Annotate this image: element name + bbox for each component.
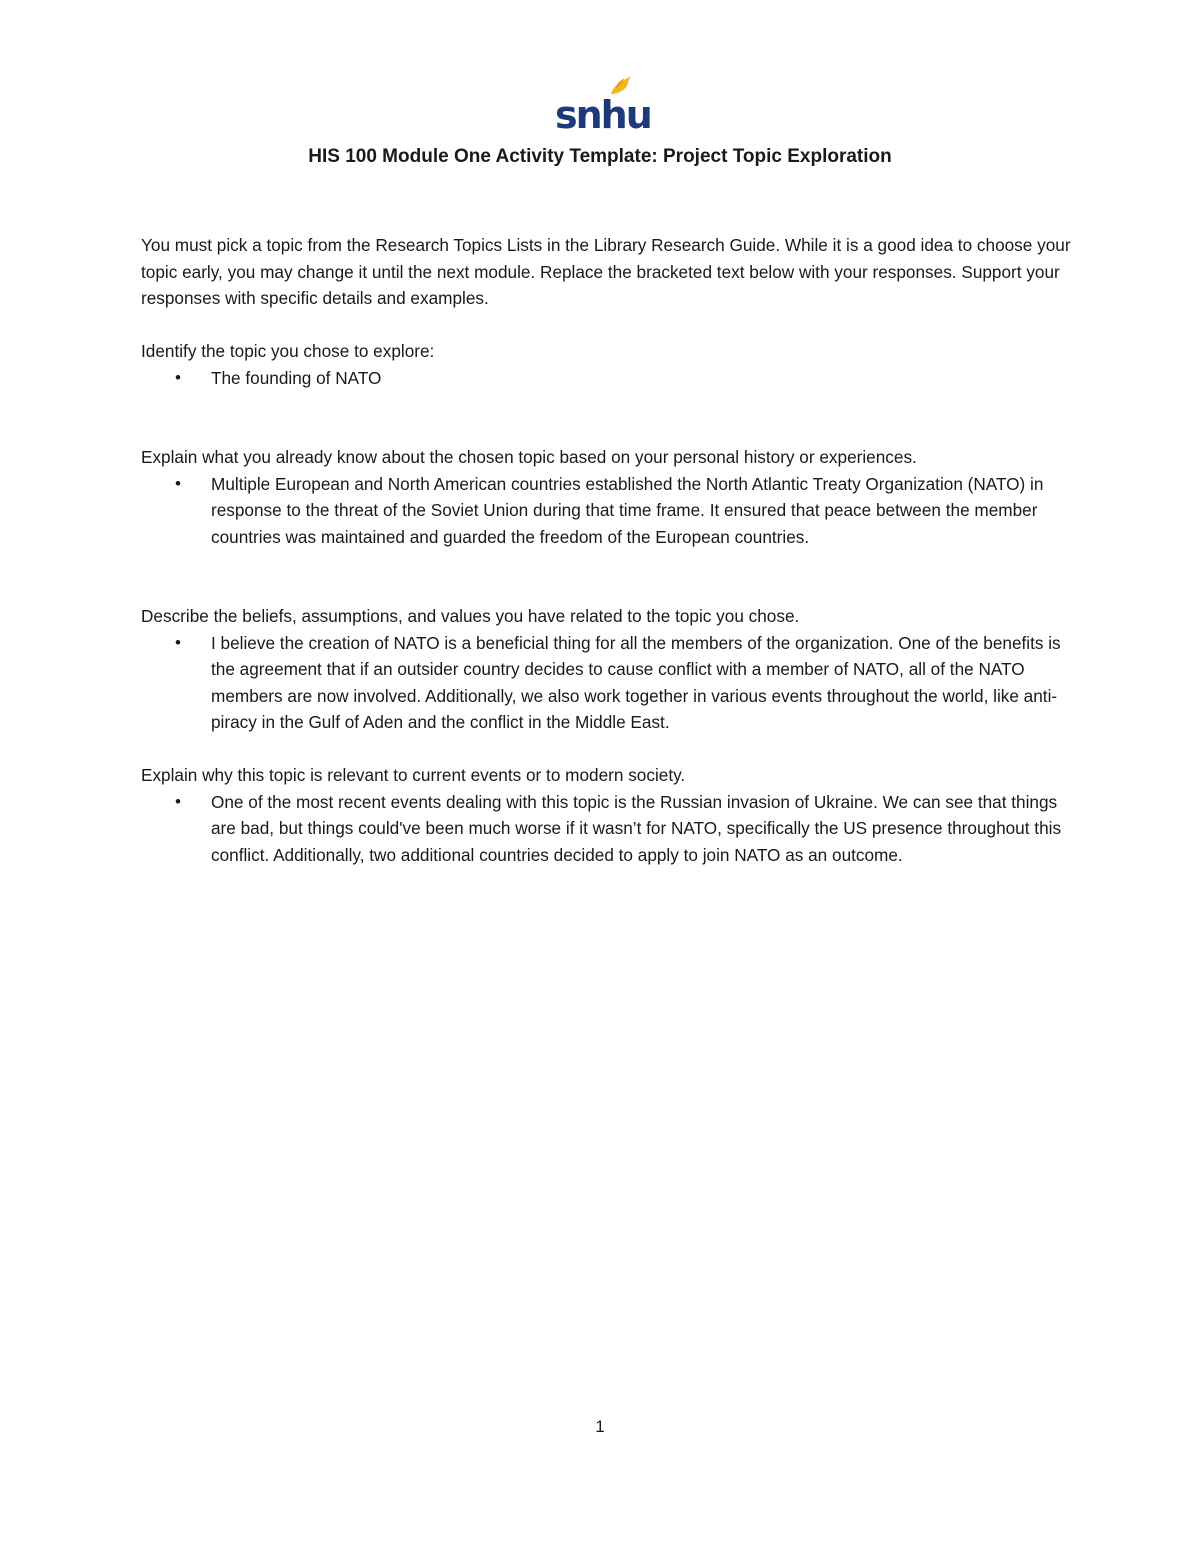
document-title: HIS 100 Module One Activity Template: Project Topic Exploration <box>308 146 892 167</box>
bullet-list <box>141 471 1071 551</box>
section-prompt-topic: Identify the topic you chose to explore: <box>141 341 435 361</box>
bullet-icon: • <box>175 791 181 811</box>
section-prompt-knowledge: Explain what you already know about the chosen topic based on your personal history or experiences. <box>141 447 917 467</box>
bullet-icon: • <box>175 473 181 493</box>
section-prompt-beliefs: Describe the beliefs, assumptions, and values you have related to the topic you chose. <box>141 606 800 626</box>
list-item <box>141 789 1071 869</box>
list-item <box>141 471 1071 551</box>
page-number: 1 <box>595 1417 605 1436</box>
bullet-text: One of the most recent events dealing with this topic is the Russian invasion of Ukraine. We can see that things are bad, but things could've been much worse if it wasn’t for NATO, specifically the US presence throughout this conflict. Additionally, two additional countries decided to apply to join NATO as an outcome. <box>211 791 1062 865</box>
section-prompt-relevance: Explain why this topic is relevant to current events or to modern society. <box>141 765 686 785</box>
bullet-list <box>141 789 1071 869</box>
document-body <box>141 232 1071 868</box>
list-item <box>141 630 1071 736</box>
bullet-text: The founding of NATO <box>211 367 382 388</box>
list-item <box>141 365 1071 392</box>
bullet-text: Multiple European and North American countries established the North Atlantic Treaty Organization (NATO) in response to the threat of the Soviet Union during that time frame. It ensured that peace between the member countries was maintained and guarded the freedom of the European countries. <box>211 473 1044 547</box>
intro-paragraph: You must pick a topic from the Research Topics Lists in the Library Research Guide. While it is a good idea to choose your topic early, you may change it until the next module. Replace the bracketed text below with your responses. Support your responses with specific details and examples. <box>141 235 1071 308</box>
bullet-list <box>141 365 1071 392</box>
bullet-icon: • <box>175 632 181 652</box>
svg-text:snhu: snhu <box>555 93 651 137</box>
bullet-text: I believe the creation of NATO is a beneficial thing for all the members of the organization. One of the benefits is the agreement that if an outsider country decides to cause conflict with a member of NATO, all of the NATO members are now involved. Additionally, we also work together in various events throughout the world, like anti-piracy in the Gulf of Aden and the conflict in the Middle East. <box>211 632 1061 732</box>
snhu-logo-icon <box>555 72 651 137</box>
snhu-logo <box>555 72 651 137</box>
bullet-list <box>141 630 1071 736</box>
bullet-icon: • <box>175 367 181 387</box>
